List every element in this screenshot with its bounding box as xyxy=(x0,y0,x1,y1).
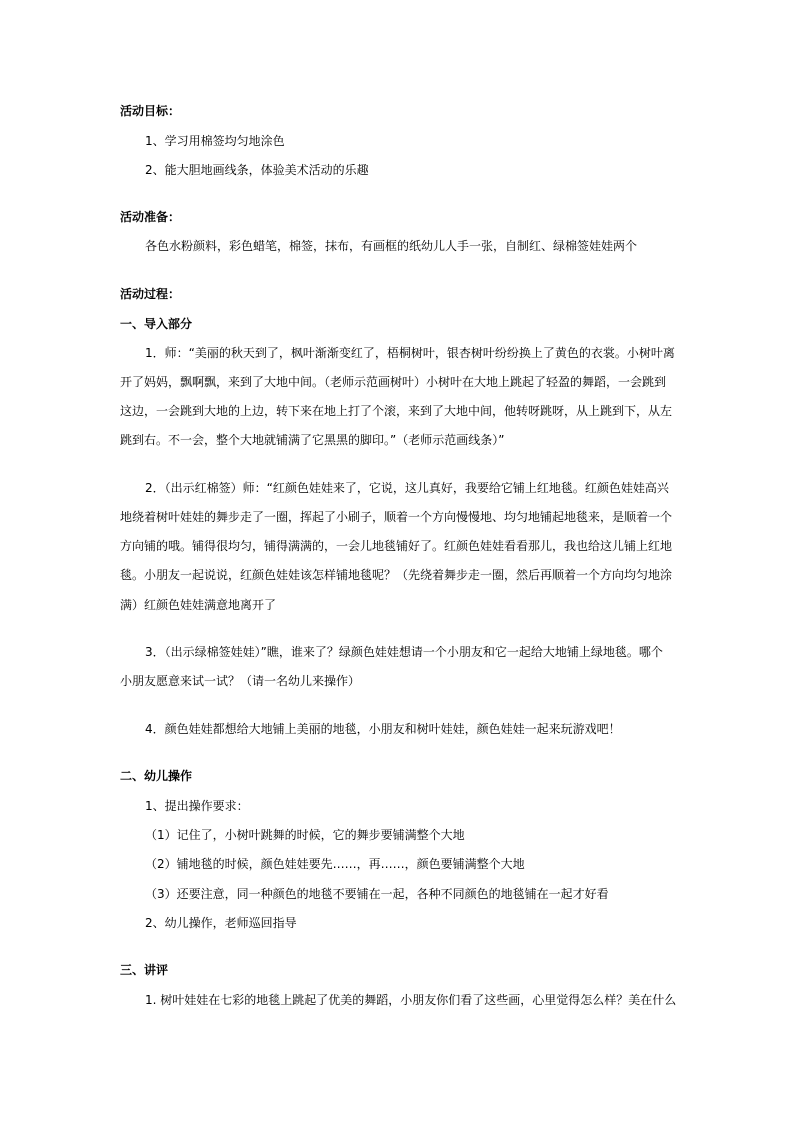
part1-p1-line4: 跳到右。不一会，整个大地就铺满了它黑黑的脚印。”（老师示范画线条）” xyxy=(120,433,505,447)
goals-heading: 活动目标： xyxy=(120,104,181,118)
goal-item-2: 2、能大胆地画线条，体验美术活动的乐趣 xyxy=(145,163,369,177)
part1-p2-line3: 方向铺的哦。铺得很均匀，铺得满满的，一会儿地毯铺好了。红颜色娃娃看看那儿，我也给这儿铺上红地 xyxy=(120,539,673,553)
part2-req-3: （3）还要注意，同一种颜色的地毯不要铺在一起，各种不同颜色的地毯铺在一起才好看 xyxy=(145,887,609,901)
part1-heading: 一、导入部分 xyxy=(120,317,193,331)
part2-item-1: 1、提出操作要求： xyxy=(145,799,249,813)
prep-text: 各色水粉颜料，彩色蜡笔，棉签，抹布，有画框的纸幼儿人手一张，自制红、绿棉签娃娃两个 xyxy=(145,239,638,253)
part2-req-2: （2）铺地毯的时候，颜色娃娃要先……，再……，颜色要铺满整个大地 xyxy=(145,857,525,871)
part1-p1-line3: 这边，一会跳到大地的上边，转下来在地上打了个滚，来到了大地中间，他转呀跳呀，从上跳到下，从左 xyxy=(120,404,673,418)
prep-heading: 活动准备： xyxy=(120,210,181,224)
part1-p2-line5: 满）红颜色娃娃满意地离开了 xyxy=(120,598,277,612)
goal-item-1: 1、学习用棉签均匀地涂色 xyxy=(145,134,285,148)
part1-p1-line1: 1．师：“美丽的秋天到了，枫叶渐渐变红了，梧桐树叶，银杏树叶纷纷换上了黄色的衣裳。小树叶离 xyxy=(145,346,675,360)
part3-heading: 三、讲评 xyxy=(120,963,169,977)
part1-p4: 4．颜色娃娃都想给大地铺上美丽的地毯，小朋友和树叶娃娃，颜色娃娃一起来玩游戏吧！ xyxy=(145,722,621,736)
part3-line-1: 1. 树叶娃娃在七彩的地毯上跳起了优美的舞蹈，小朋友你们看了这些画，心里觉得怎么样？美在什么 xyxy=(145,993,677,1007)
part2-heading: 二、幼儿操作 xyxy=(120,769,193,783)
part2-item-2: 2、幼儿操作，老师巡回指导 xyxy=(145,916,297,930)
part1-p2-line1: 2．（出示红棉签）师：“红颜色娃娃来了，它说，这儿真好，我要给它铺上红地毯。红颜色娃娃高兴 xyxy=(145,481,669,495)
part1-p2-line4: 毯。小朋友一起说说，红颜色娃娃该怎样铺地毯呢？（先绕着舞步走一圈，然后再顺着一个方向均匀地涂 xyxy=(120,568,673,582)
part1-p3-line2: 小朋友愿意来试一试？（请一名幼儿来操作） xyxy=(120,674,361,688)
part1-p3-line1: 3．（出示绿棉签娃娃）”瞧，谁来了？绿颜色娃娃想请一个小朋友和它一起给大地铺上绿地毯。哪个 xyxy=(145,645,663,659)
part1-p1-line2: 开了妈妈，飘啊飘，来到了大地中间。（老师示范画树叶）小树叶在大地上跳起了轻盈的舞蹈，一会跳到 xyxy=(120,375,667,389)
process-heading: 活动过程： xyxy=(120,287,181,301)
part1-p2-line2: 地绕着树叶娃娃的舞步走了一圈，挥起了小刷子，顺着一个方向慢慢地、均匀地铺起地毯来，是顺着一个 xyxy=(120,510,673,524)
part2-req-1: （1）记住了，小树叶跳舞的时候，它的舞步要铺满整个大地 xyxy=(145,828,465,842)
